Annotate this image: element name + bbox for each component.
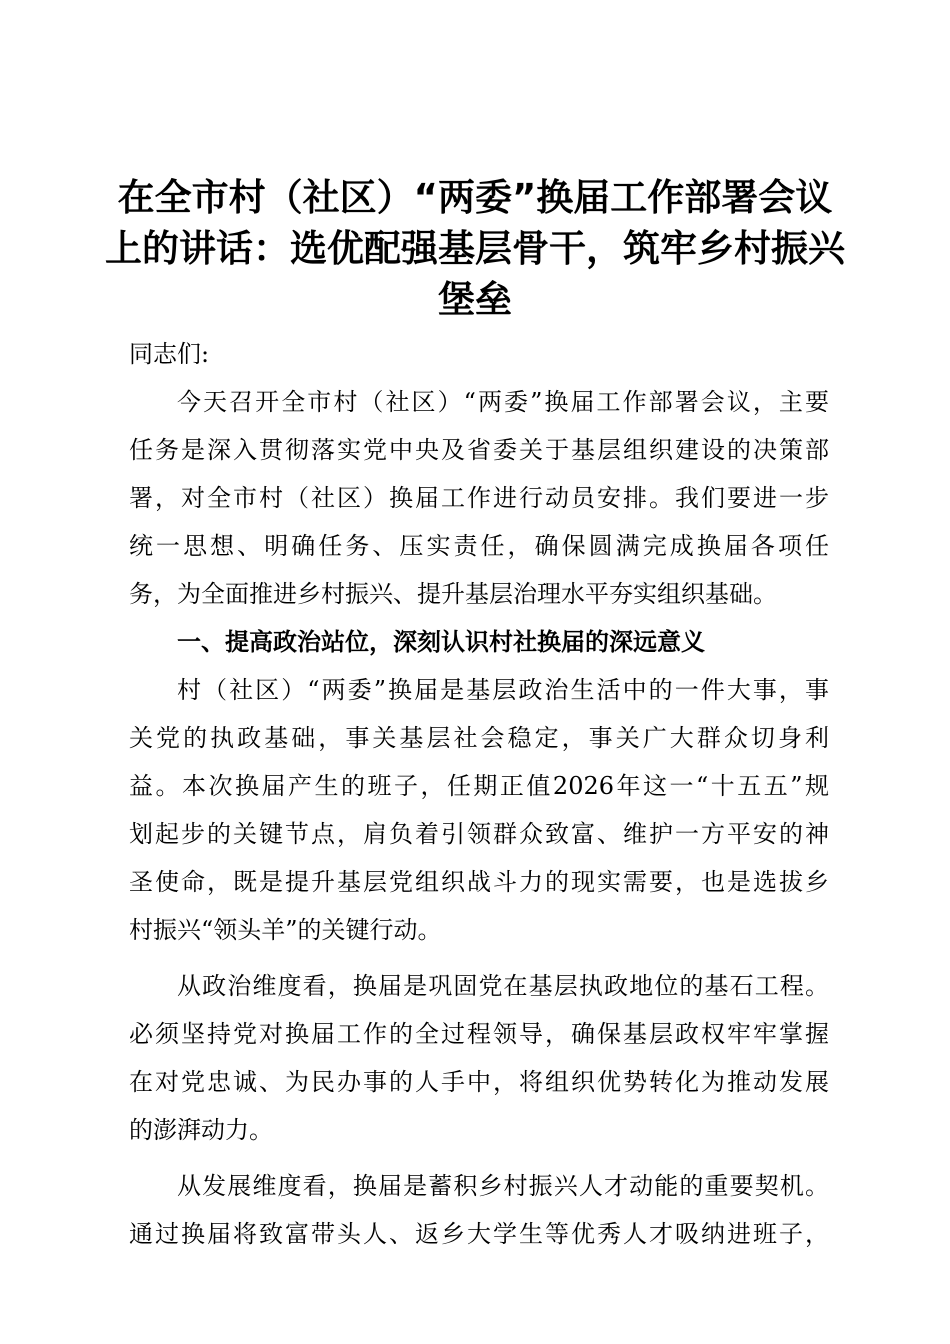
section-heading: 一、提高政治站位，深刻认识村社换届的深远意义 [177,628,705,656]
paragraph-line: 通过换届将致富带头人、返乡大学生等优秀人才吸纳进班子， [129,1220,829,1248]
title-line: 堡垒 [438,278,512,321]
section-paragraph [129,1162,829,1258]
paragraph-line: 圣使命，既是提升基层党组织战斗力的现实需要，也是选拔乡 [129,868,829,896]
document-body [129,330,829,1258]
paragraph-line: 划起步的关键节点，肩负着引领群众致富、维护一方平安的神 [129,820,829,848]
paragraph-gap [129,1154,829,1162]
paragraph-gap [129,954,829,962]
section-paragraph [129,962,829,1154]
paragraph-line: 从发展维度看，换届是蓄积乡村振兴人才动能的重要契机。 [177,1172,829,1200]
paragraph-line: 务，为全面推进乡村振兴、提升基层治理水平夯实组织基础。 [129,580,777,608]
paragraph-line: 关党的执政基础，事关基层社会稳定，事关广大群众切身利 [129,724,829,752]
section-paragraph [129,666,829,954]
paragraph-line: 今天召开全市村（社区）“两委”换届工作部署会议，主要 [177,388,829,416]
paragraph-line: 在对党忠诚、为民办事的人手中，将组织优势转化为推动发展 [129,1068,829,1096]
paragraph-line: 任务是深入贯彻落实党中央及省委关于基层组织建设的决策部 [129,436,829,464]
title-line: 上的讲话：选优配强基层骨干，筑牢乡村振兴 [105,227,845,270]
paragraph-line: 益。本次换届产生的班子，任期正值2026年这一“十五五”规 [129,772,829,800]
paragraph-line: 从政治维度看，换届是巩固党在基层执政地位的基石工程。 [177,972,829,1000]
paragraph-line: 的澎湃动力。 [129,1116,273,1144]
paragraph-line: 村振兴“领头羊”的关键行动。 [129,916,442,944]
paragraph-line: 村（社区）“两委”换届是基层政治生活中的一件大事，事 [177,676,829,704]
paragraph-line: 署，对全市村（社区）换届工作进行动员安排。我们要进一步 [129,484,829,512]
paragraph-line: 统一思想、明确任务、压实责任，确保圆满完成换届各项任 [129,532,829,560]
paragraph-line: 必须坚持党对换届工作的全过程领导，确保基层政权牢牢掌握 [129,1020,829,1048]
document-title [100,172,850,325]
title-line: 在全市村（社区）“两委”换届工作部署会议 [117,176,833,219]
salutation: 同志们: [129,340,210,368]
intro-paragraph [129,378,829,618]
